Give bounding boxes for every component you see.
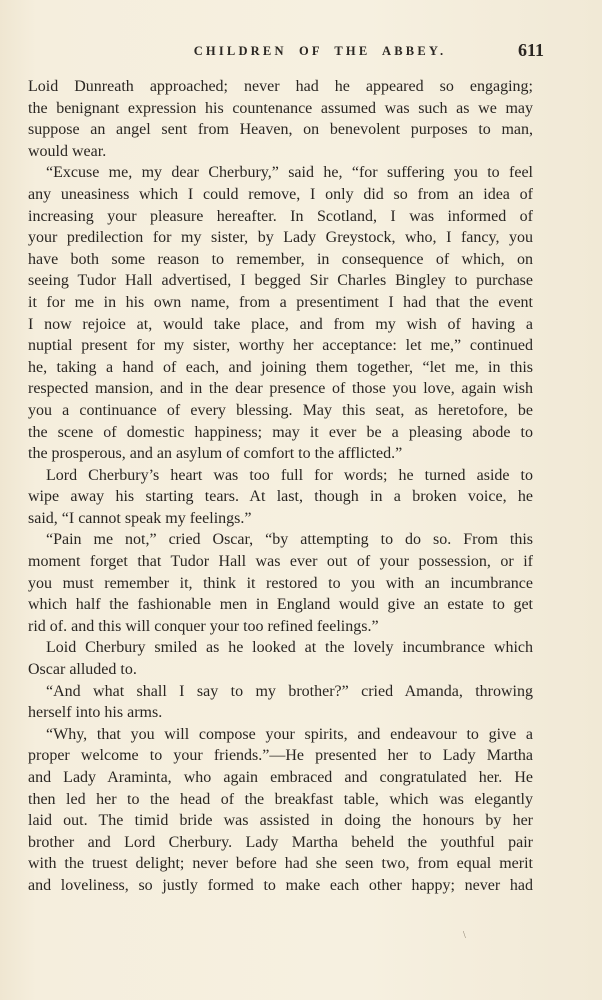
page-number: 611	[517, 40, 544, 60]
paragraph-line: “Excuse me, my dear Cherbury,” said he, “for suffering you to feel	[46, 164, 533, 182]
signature-mark: \	[463, 930, 466, 941]
paragraph-line: the prosperous, and an asylum of comfort to the afflicted.”	[28, 445, 403, 463]
paragraph-line: with the truest delight; never before had she seen two, from equal merit	[28, 855, 533, 873]
paragraph-line: I now rejoice at, would take place, and from my wish of having a	[28, 315, 533, 333]
paragraph-line: “And what shall I say to my brother?” cried Amanda, throwing	[46, 682, 533, 700]
paragraph-line: laid out. The timid bride was assisted in doing the honours by her	[28, 812, 533, 830]
paragraph-line: Oscar alluded to.	[28, 661, 137, 679]
paragraph-line: and Lady Araminta, who again embraced and congratulated her. He	[28, 769, 533, 786]
paragraph-line: proper welcome to your friends.”—He presented her to Lady Martha	[28, 747, 533, 765]
paragraph-line: said, “I cannot speak my feelings.”	[28, 509, 252, 527]
body-text	[28, 76, 533, 897]
paragraph-line: then led her to the head of the breakfast table, which was elegantly	[28, 790, 533, 808]
paragraph-line: would wear.	[28, 142, 107, 160]
paragraph-line: nuptial present for my sister, worthy her acceptance: let me,” continued	[28, 337, 533, 355]
running-title: CHILDREN OF THE ABBEY.	[193, 44, 447, 58]
paragraph-line: you must remember it, think it restored to you with an incumbrance	[28, 574, 533, 592]
paragraph-line: brother and Lord Cherbury. Lady Martha beheld the youthful pair	[28, 833, 533, 851]
paragraph-line: wipe away his starting tears. At last, though in a broken voice, he	[28, 488, 533, 506]
paragraph-line: “Why, that you will compose your spirits, and endeavour to give a	[46, 725, 533, 743]
paragraph-line: rid of. and this will conquer your too refined feelings.”	[28, 617, 379, 635]
paragraph-line: he, taking a hand of each, and joining them together, “let me, in this	[28, 358, 533, 376]
paragraph-line: respected mansion, and in the dear presence of those you love, again wish	[28, 380, 533, 398]
paragraph-line: “Pain me not,” cried Oscar, “by attempting to do so. From this	[46, 531, 533, 549]
paragraph-line: the benignant expression his countenance assumed was such as we may	[28, 99, 533, 117]
paragraph-line: you a continuance of every blessing. May this seat, as heretofore, be	[28, 401, 533, 419]
paragraph-line: seeing Tudor Hall advertised, I begged Sir Charles Bingley to purchase	[28, 272, 533, 290]
paragraph-line: increasing your pleasure hereafter. In Scotland, I was informed of	[28, 207, 533, 225]
paragraph-line: have both some reason to remember, in consequence of which, on	[28, 250, 533, 268]
paragraph-line: and loveliness, so justly formed to make each other happy; never had	[28, 876, 533, 894]
paragraph-line: it for me in his own name, from a presentiment I had that the event	[28, 293, 533, 311]
paragraph-line: moment forget that Tudor Hall was ever out of your possession, or if	[28, 553, 533, 571]
paragraph-line: your predilection for my sister, by Lady Greystock, who, I fancy, you	[28, 229, 533, 247]
paragraph-line: Loid Dunreath approached; never had he appeared so engaging;	[28, 78, 533, 95]
paragraph-line: herself into his arms.	[28, 704, 163, 722]
paragraph-line: any uneasiness which I could remove, I only did so from an idea of	[28, 185, 533, 203]
paragraph-line: Loid Cherbury smiled as he looked at the lovely incumbrance which	[46, 639, 533, 657]
paragraph-line: the scene of domestic happiness; may it ever be a pleasing abode to	[28, 423, 533, 441]
paragraph-line: suppose an angel sent from Heaven, on benevolent purposes to man,	[28, 121, 533, 139]
paragraph-line: which half the fashionable men in England would give an estate to get	[28, 596, 533, 614]
paragraph-line: Lord Cherbury’s heart was too full for words; he turned aside to	[46, 466, 533, 484]
